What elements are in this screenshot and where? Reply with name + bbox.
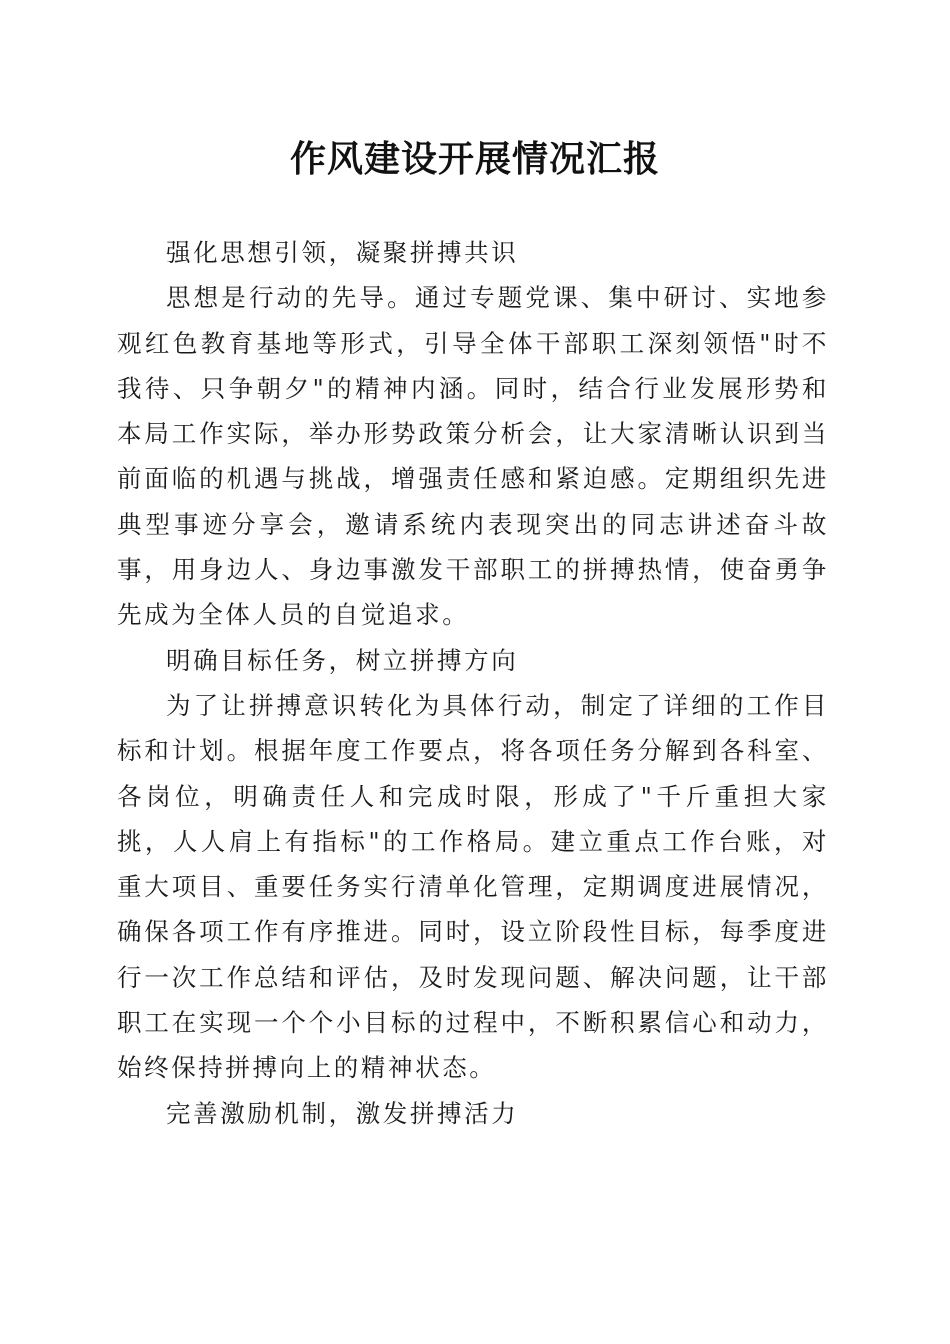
section-paragraph-2: 为了让拼搏意识转化为具体行动，制定了详细的工作目标和计划。根据年度工作要点，将各项任务分解到各科室、各岗位，明确责任人和完成时限，形成了"千斤重担大家挑，人人肩上有指标"的工作格局。建立重点工作台账，对重大项目、重要任务实行清单化管理，定期调度进展情况，确保各项工作有序推进。同时，设立阶段性目标，每季度进行一次工作总结和评估，及时发现问题、解决问题，让干部职工在实现一个个小目标的过程中，不断积累信心和动力，始终保持拼搏向上的精神状态。 xyxy=(117,690,829,1083)
document-title: 作风建设开展情况汇报 xyxy=(289,138,660,180)
section-heading-3: 完善激励机制，激发拼搏活力 xyxy=(166,1098,519,1128)
section-heading-2: 明确目标任务，树立拼搏方向 xyxy=(166,645,519,675)
document-body xyxy=(117,230,829,1136)
section-paragraph-1: 思想是行动的先导。通过专题党课、集中研讨、实地参观红色教育基地等形式，引导全体干部职工深刻领悟"时不我待、只争朝夕"的精神内涵。同时，结合行业发展形势和本局工作实际，举办形势政策分析会，让大家清晰认识到当前面临的机遇与挑战，增强责任感和紧迫感。定期组织先进典型事迹分享会，邀请系统内表现突出的同志讲述奋斗故事，用身边人、身边事激发干部职工的拼搏热情，使奋勇争先成为全体人员的自觉追求。 xyxy=(117,283,829,630)
section-heading-1: 强化思想引领，凝聚拼搏共识 xyxy=(166,238,519,267)
